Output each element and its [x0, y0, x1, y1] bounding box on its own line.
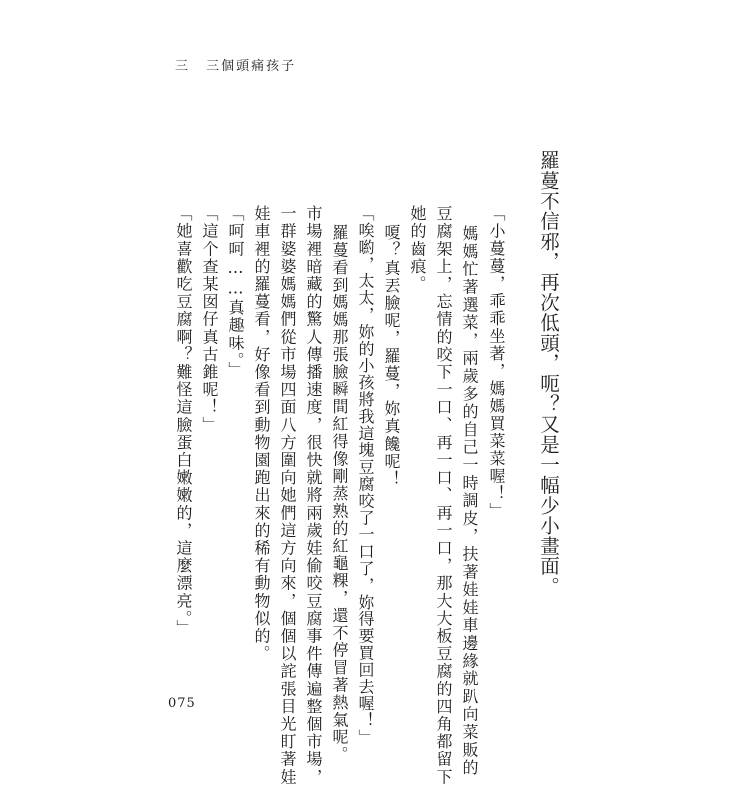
text-column-3: 媽媽忙著選菜，兩歲多的自己一時調皮，扶著娃娃車邊緣就趴向菜販的 [460, 225, 479, 777]
text-column-10: 一群婆婆媽媽們從市場四面八方圍向她們這方向來，個個以詫張目光盯著娃 [278, 205, 297, 786]
text-column-5: 她的齒痕。 [408, 205, 427, 293]
text-column-4: 豆腐架上，忘情的咬下一口、再一口、再一口，那大大板豆腐的四角都留下 [434, 205, 453, 786]
chapter-number: 三 [175, 59, 191, 74]
text-column-6: 嗄？真丟臉呢，羅蔓，妳真饞呢！ [382, 224, 401, 488]
running-header [175, 55, 296, 74]
text-column-11: 娃車裡的羅蔓看，好像看到動物園跑出來的稀有動物似的。 [252, 205, 271, 663]
text-column-8: 羅蔓看到媽媽那張臉瞬間紅得像剛蒸熟的紅龜粿，還不停冒著熱氣呢。 [330, 224, 349, 764]
text-column-14: 「她喜歡吃豆腐啊？難怪這臉蛋白嫩嫩的，這麼漂亮。」 [174, 205, 193, 637]
text-column-12: 「呵呵……真趣味。」 [226, 205, 245, 379]
text-column-2: 「小蔓蔓，乖乖坐著，媽媽買菜菜喔！」 [487, 205, 506, 520]
text-column-13: 「這个查某囡仔真古錐呢！」 [200, 205, 219, 434]
page-number: 075 [168, 696, 196, 711]
text-column-7: 「唉喲，太太，妳的小孩將我這塊豆腐咬了一口了，妳得要買回去喔！」 [356, 205, 375, 746]
text-column-9: 市場裡暗藏的驚人傳播速度，很快就將兩歲娃偷咬豆腐事件傳遍整個市場， [304, 205, 323, 786]
chapter-title: 三個頭痛孩子 [206, 59, 297, 74]
text-column-1: 羅蔓不信邪，再次低頭，呃？又是一幅少小畫面。 [537, 150, 560, 597]
